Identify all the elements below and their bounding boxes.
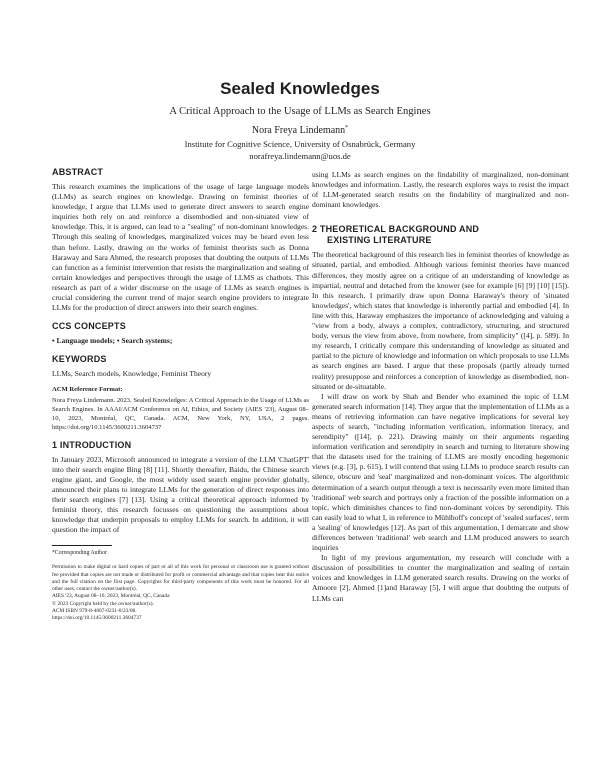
isbn-line: ACM ISBN 979-8-4007-0231-0/23/08.: [52, 608, 137, 615]
author-line: [0, 125, 600, 136]
footnote: *Corresponding Author: [52, 550, 107, 557]
section2-paragraph: The theoretical background of this research lies in feminist theories of knowledge as situated, partial, and embodied. Although various feminist theories have nuanced differences, they mostly agree on a critique of an understanding of knowledge as impartial, neutral and detached from the knower (see for example [6] [9] [10] [15]). In this research, I primarily draw upon Donna Haraway's theory of 'situated knowledges', which states that knowledge is inherently partial and embodied [4]. In line with this, Haraway emphasizes the importance of acknowledging and valuing a "view from a body, always a complex, contradictory, structuring, and structured body, versus the view from above, from nowhere, from simplicity" ([4], p. 589). In my research, I critically compare this understanding of knowledge as situated and partial to the picture of knowledge and information on which proposals to use LLMs as search engines are based. I argue that these proposals (partly already turned reality) presuppose and reinforces a conception of knowledge as disembodied, non-situated or de-situatable.: [312, 250, 569, 391]
copyright-line: © 2023 Copyright held by the owner/author(s).: [52, 600, 154, 607]
paper-subtitle: A Critical Approach to the Usage of LLMs as Search Engines: [169, 106, 431, 117]
introduction-continuation: using LLMs as search engines on the findability of marginalized, non-dominant knowledges and information. Lastly, the research explores ways to resist the impact of LLM-generated search results on the findability of marginalized and non-dominant knowledges.: [312, 170, 569, 210]
right-column: [312, 170, 569, 604]
footnote-rule: [52, 545, 112, 546]
affiliation: Institute for Cognitive Science, University of Osnabrück, Germany: [184, 139, 416, 149]
ccs-heading: CCS CONCEPTS: [52, 321, 126, 332]
permission-notice: Permission to make digital or hard copies of part or all of this work for personal or classroom use is granted without fee provided that copies are not made or distributed for profit or commercial advantage and that copies bear this notice and the full citation on the first page. Copyrights for third-party components of this work must be honored. For all other uses, contact the owner/author(s).: [52, 564, 309, 593]
abstract-heading: ABSTRACT: [52, 167, 104, 177]
paper-title: Sealed Knowledges: [220, 79, 380, 98]
section2-paragraph: In light of my previous argumentation, my research will conclude with a discussion of possibilities to counter the marginalization and sealing of certain voices and knowledges in LLM generated search results. Drawing on the works of Amoore [2], Ahmed [1]and Haraway [5], I will argue that doubting the outputs of LLMs can: [312, 553, 569, 603]
keywords-heading: KEYWORDS: [52, 354, 107, 365]
introduction-text: In January 2023, Microsoft announced to integrate a version of the LLM 'ChatGPT' into their search engine Bing [8] [11]. Shortly thereafter, Baidu, the Chinese search engine giant, and Google, the most widely used search engine provider globally, announced their plans to integrate LLMs for the generation of direct responses into their search engines [7] [13]. Using a critical theoretical approach informed by feminist theory, this research focusses on questioning the assumptions about knowledge that underpin proposals to employ LLMs for search. In addition, it will question the impact of: [52, 454, 309, 535]
acm-reference-heading: ACM Reference Format:: [52, 386, 123, 394]
section2-heading: [312, 224, 569, 246]
author-name: Nora Freya Lindemann: [251, 125, 346, 136]
introduction-heading: 1 INTRODUCTION: [52, 439, 132, 450]
affiliation-block: [0, 138, 600, 162]
doi-line: https://doi.org/10.1145/3600211.3604737: [52, 615, 142, 622]
ccs-text: • Language models; • Search systems;: [52, 336, 173, 346]
permission-block: [52, 564, 309, 622]
acm-reference-text: Nora Freya Lindemann. 2023. Sealed Knowledges: A Critical Approach to the Usage of LLMs as Search Engines. In AAAI/ACM Conference on AI, Ethics, and Society (AIES '23), August 08–10, 2023, Montréal, QC, Canada. ACM, New York, NY, USA, 2 pages. https://doi.org/10.1145/3600211.3604737: [52, 396, 309, 431]
author-mark: *: [345, 125, 349, 131]
abstract-text: This research examines the implications of the usage of large language models (LLMs) as search engines on knowledge. Drawing on feminist theories of knowledge, I argue that LLMs used to generate direct answers to search engine inquiries both rely on and reinforce a disembodied and non-situated view of knowledge. This, it is argued, can lead to a "sealing" of non-dominant knowledges. Through this sealing of knowledges, marginalized voices may be heard even less than before. Lastly, drawing on the works of feminist theorists such as Donna Haraway and Sara Ahmed, the research proposes that doubting the outputs of LLMs can function as a feminist intervention that resists the marginalization and sealing of certain knowledges and perspectives through the usage of LLMS as chatbots. This research as part of a wider discourse on the usage of LLMs as search engines is crucial considering the current trend of major search engine providers to integrate LLMs for the production of direct answers into their search engines.: [52, 182, 309, 313]
author-email: norafreya.lindemann@uos.de: [249, 151, 351, 161]
conference-line: AIES '23, August 08–10, 2023, Montréal, QC, Canada: [52, 593, 170, 600]
section2-heading-line1: 2 THEORETICAL BACKGROUND AND: [312, 224, 480, 235]
section2-paragraph: I will draw on work by Shah and Bender who examined the topic of LLM generated search information [14]. They argue that the implementation of LLMs as a means of retrieving information can have negative implications for several key aspects of search, "including information verification, information literacy, and serendipity" ([14], p. 221). Drawing mainly on their arguments regarding information verification and serendipity in search and turning to literature showing that the datasets used for the training of LLMS are mostly encoding hegemonic views (e.g. [3], p. 615), I will contend that using LLMs to produce search results can silence, obscure and 'seal' marginalized and non-dominant voices. The algorithmic determination of a search output through a text is necessarily even more limited than 'traditional' web search and portrays only a fraction of the possible information on a topic, which diminishes chances to find non-dominant voices by serendipity. This can easily lead to what I, in reference to Mühlhoff's concept of 'sealed surfaces', term a 'sealing' of knowledges [12]. As part of this argumentation, I demarcate and show differences between 'traditional' web search and LLM produced answers to search inquiries: [312, 391, 569, 553]
section2-heading-line2: EXISTING LITERATURE: [327, 235, 432, 246]
left-column: [52, 167, 309, 623]
keywords-text: LLMs, Search models, Knowledge, Feminist Theory: [52, 369, 212, 379]
